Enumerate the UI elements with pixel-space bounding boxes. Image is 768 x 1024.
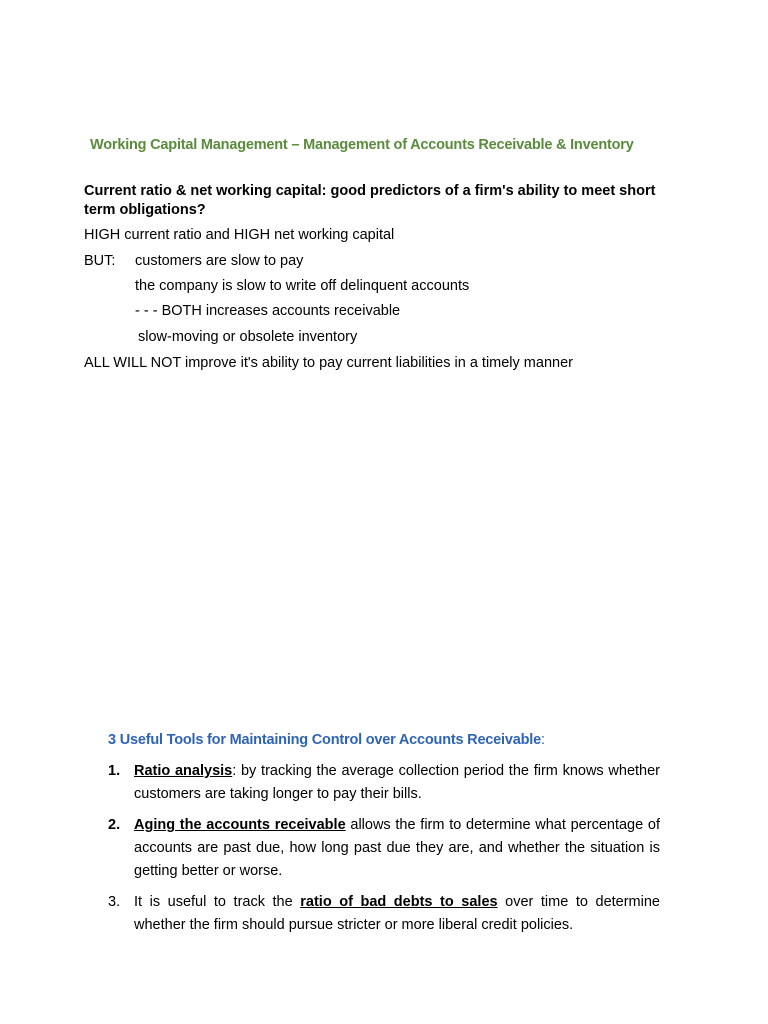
tools-heading	[108, 732, 545, 748]
tool-term: Aging the accounts receivable	[134, 817, 346, 833]
high-ratio-line: HIGH current ratio and HIGH net working capital	[84, 227, 395, 243]
conclusion-line: ALL WILL NOT improve it's ability to pay current liabilities in a timely manner	[84, 355, 573, 371]
tools-heading-colon: :	[540, 732, 545, 748]
tool-number: 1.	[108, 763, 121, 779]
tools-list	[108, 760, 660, 945]
question-heading: Current ratio & net working capital: good predictors of a firm's ability to meet short term obligations?	[84, 183, 656, 218]
but-text: customers are slow to pay	[135, 253, 304, 269]
tool-description: allows the firm to determine what percentage of accounts are past due, how long past due they are, and whether the situation is getting better or worse.	[134, 817, 660, 879]
tool-description: : by tracking the average collection period the firm knows whether customers are taking longer to pay their bills.	[134, 763, 661, 802]
tool-item-aging	[108, 814, 660, 883]
tool-term: ratio of bad debts to sales	[300, 894, 498, 910]
tool-item-ratio-analysis	[108, 760, 660, 806]
tool-number: 2.	[108, 817, 121, 833]
tool-item-bad-debts	[108, 891, 660, 937]
tools-heading-text: 3 Useful Tools for Maintaining Control over Accounts Receivable	[108, 732, 541, 748]
tool-description: over time to determine whether the firm should pursue stricter or more liberal credit policies.	[134, 894, 660, 933]
slow-write-off-line: the company is slow to write off delinquent accounts	[135, 278, 470, 294]
but-label: BUT:	[84, 253, 116, 269]
tool-term: Ratio analysis	[134, 763, 233, 779]
but-line	[84, 253, 303, 269]
tool-number: 3.	[108, 894, 121, 910]
page-title: Working Capital Management – Management of Accounts Receivable & Inventory	[90, 137, 634, 153]
obsolete-inventory-line: slow-moving or obsolete inventory	[138, 329, 358, 345]
both-increase-line: - - - BOTH increases accounts receivable	[135, 303, 401, 319]
tool-prefix: It is useful to track the	[134, 894, 301, 910]
